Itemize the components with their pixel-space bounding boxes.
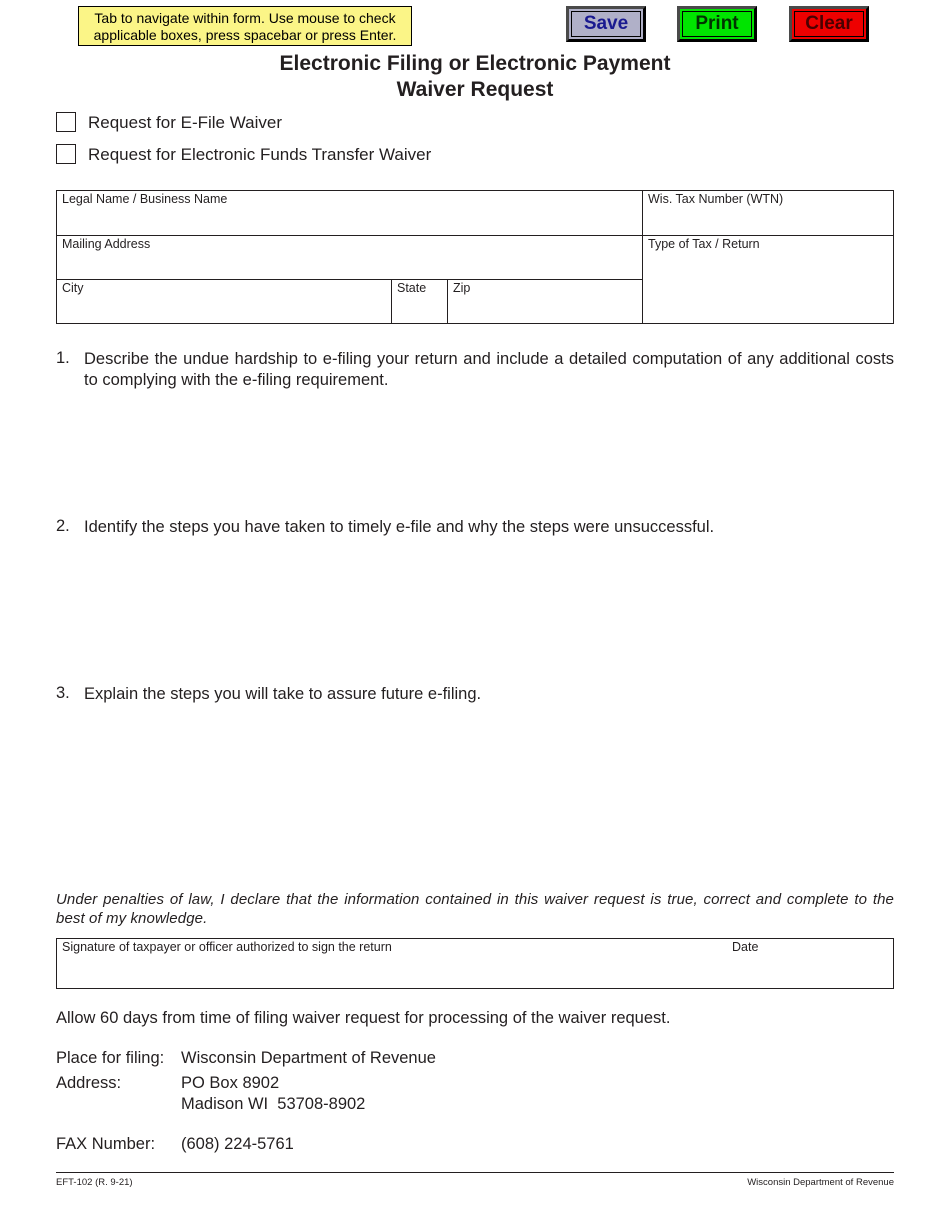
signature-box[interactable] bbox=[56, 938, 894, 989]
page-title-line-2: Waiver Request bbox=[396, 78, 554, 101]
wtn-label: Wis. Tax Number (WTN) bbox=[648, 192, 784, 206]
processing-note: Allow 60 days from time of filing waiver request for processing of the waiver request. bbox=[56, 1009, 671, 1027]
eft-waiver-checkbox[interactable] bbox=[56, 144, 76, 164]
question-2-text: Identify the steps you have taken to timely e-file and why the steps were unsuccessful. bbox=[84, 518, 715, 536]
question-2-number: 2. bbox=[56, 517, 70, 535]
question-3-answer-field[interactable] bbox=[84, 710, 894, 880]
type-of-tax-label: Type of Tax / Return bbox=[648, 237, 760, 251]
clear-button[interactable]: Clear bbox=[789, 6, 869, 42]
page-title-line-1: Electronic Filing or Electronic Payment bbox=[279, 52, 671, 75]
eft-waiver-label: Request for Electronic Funds Transfer Waiver bbox=[88, 145, 432, 164]
fax-label: FAX Number: bbox=[56, 1135, 156, 1153]
type-of-tax-field[interactable] bbox=[643, 236, 893, 323]
place-for-filing-label: Place for filing: bbox=[56, 1049, 165, 1067]
question-3-number: 3. bbox=[56, 684, 70, 702]
city-field[interactable] bbox=[57, 280, 391, 323]
taxpayer-info-grid bbox=[56, 190, 894, 324]
question-3-text: Explain the steps you will take to assure future e-filing. bbox=[84, 685, 482, 703]
instruction-line-1: Tab to navigate within form. Use mouse to check bbox=[94, 10, 396, 26]
zip-label: Zip bbox=[453, 281, 471, 295]
state-field[interactable] bbox=[392, 280, 447, 323]
legal-name-field[interactable] bbox=[57, 191, 642, 235]
city-label: City bbox=[62, 281, 84, 295]
efile-waiver-checkbox[interactable] bbox=[56, 112, 76, 132]
mailing-address-label: Mailing Address bbox=[62, 237, 151, 251]
fax-value: (608) 224-5761 bbox=[181, 1135, 294, 1153]
signature-label: Signature of taxpayer or officer authorized to sign the return bbox=[62, 940, 392, 954]
zip-field[interactable] bbox=[448, 280, 642, 323]
instruction-box bbox=[78, 6, 412, 46]
wtn-field[interactable] bbox=[643, 191, 893, 235]
footer-rule bbox=[56, 1172, 894, 1173]
mailing-address-field[interactable] bbox=[57, 236, 642, 279]
form-id: EFT-102 (R. 9-21) bbox=[56, 1177, 133, 1188]
footer-agency: Wisconsin Department of Revenue bbox=[747, 1177, 894, 1188]
address-line-2: Madison WI 53708-8902 bbox=[181, 1095, 366, 1113]
address-line-1: PO Box 8902 bbox=[181, 1074, 280, 1092]
declaration-text: Under penalties of law, I declare that the information contained in this waiver request is true, correct and complete to the best of my knowledge. bbox=[56, 891, 894, 927]
instruction-line-2: applicable boxes, press spacebar or press Enter. bbox=[93, 27, 397, 43]
date-label: Date bbox=[732, 940, 759, 954]
question-1-answer-field[interactable] bbox=[84, 394, 894, 504]
print-button[interactable]: Print bbox=[677, 6, 757, 42]
question-1-number: 1. bbox=[56, 349, 70, 367]
save-button[interactable]: Save bbox=[566, 6, 646, 42]
question-1-text: Describe the undue hardship to e-filing your return and include a detailed computation of any additional costs to complying with the e-filing requirement. bbox=[84, 350, 894, 389]
address-label: Address: bbox=[56, 1074, 122, 1092]
state-label: State bbox=[397, 281, 427, 295]
efile-waiver-label: Request for E-File Waiver bbox=[88, 113, 282, 132]
question-2-answer-field[interactable] bbox=[84, 542, 894, 672]
place-for-filing-value: Wisconsin Department of Revenue bbox=[181, 1049, 436, 1067]
legal-name-label: Legal Name / Business Name bbox=[62, 192, 228, 206]
